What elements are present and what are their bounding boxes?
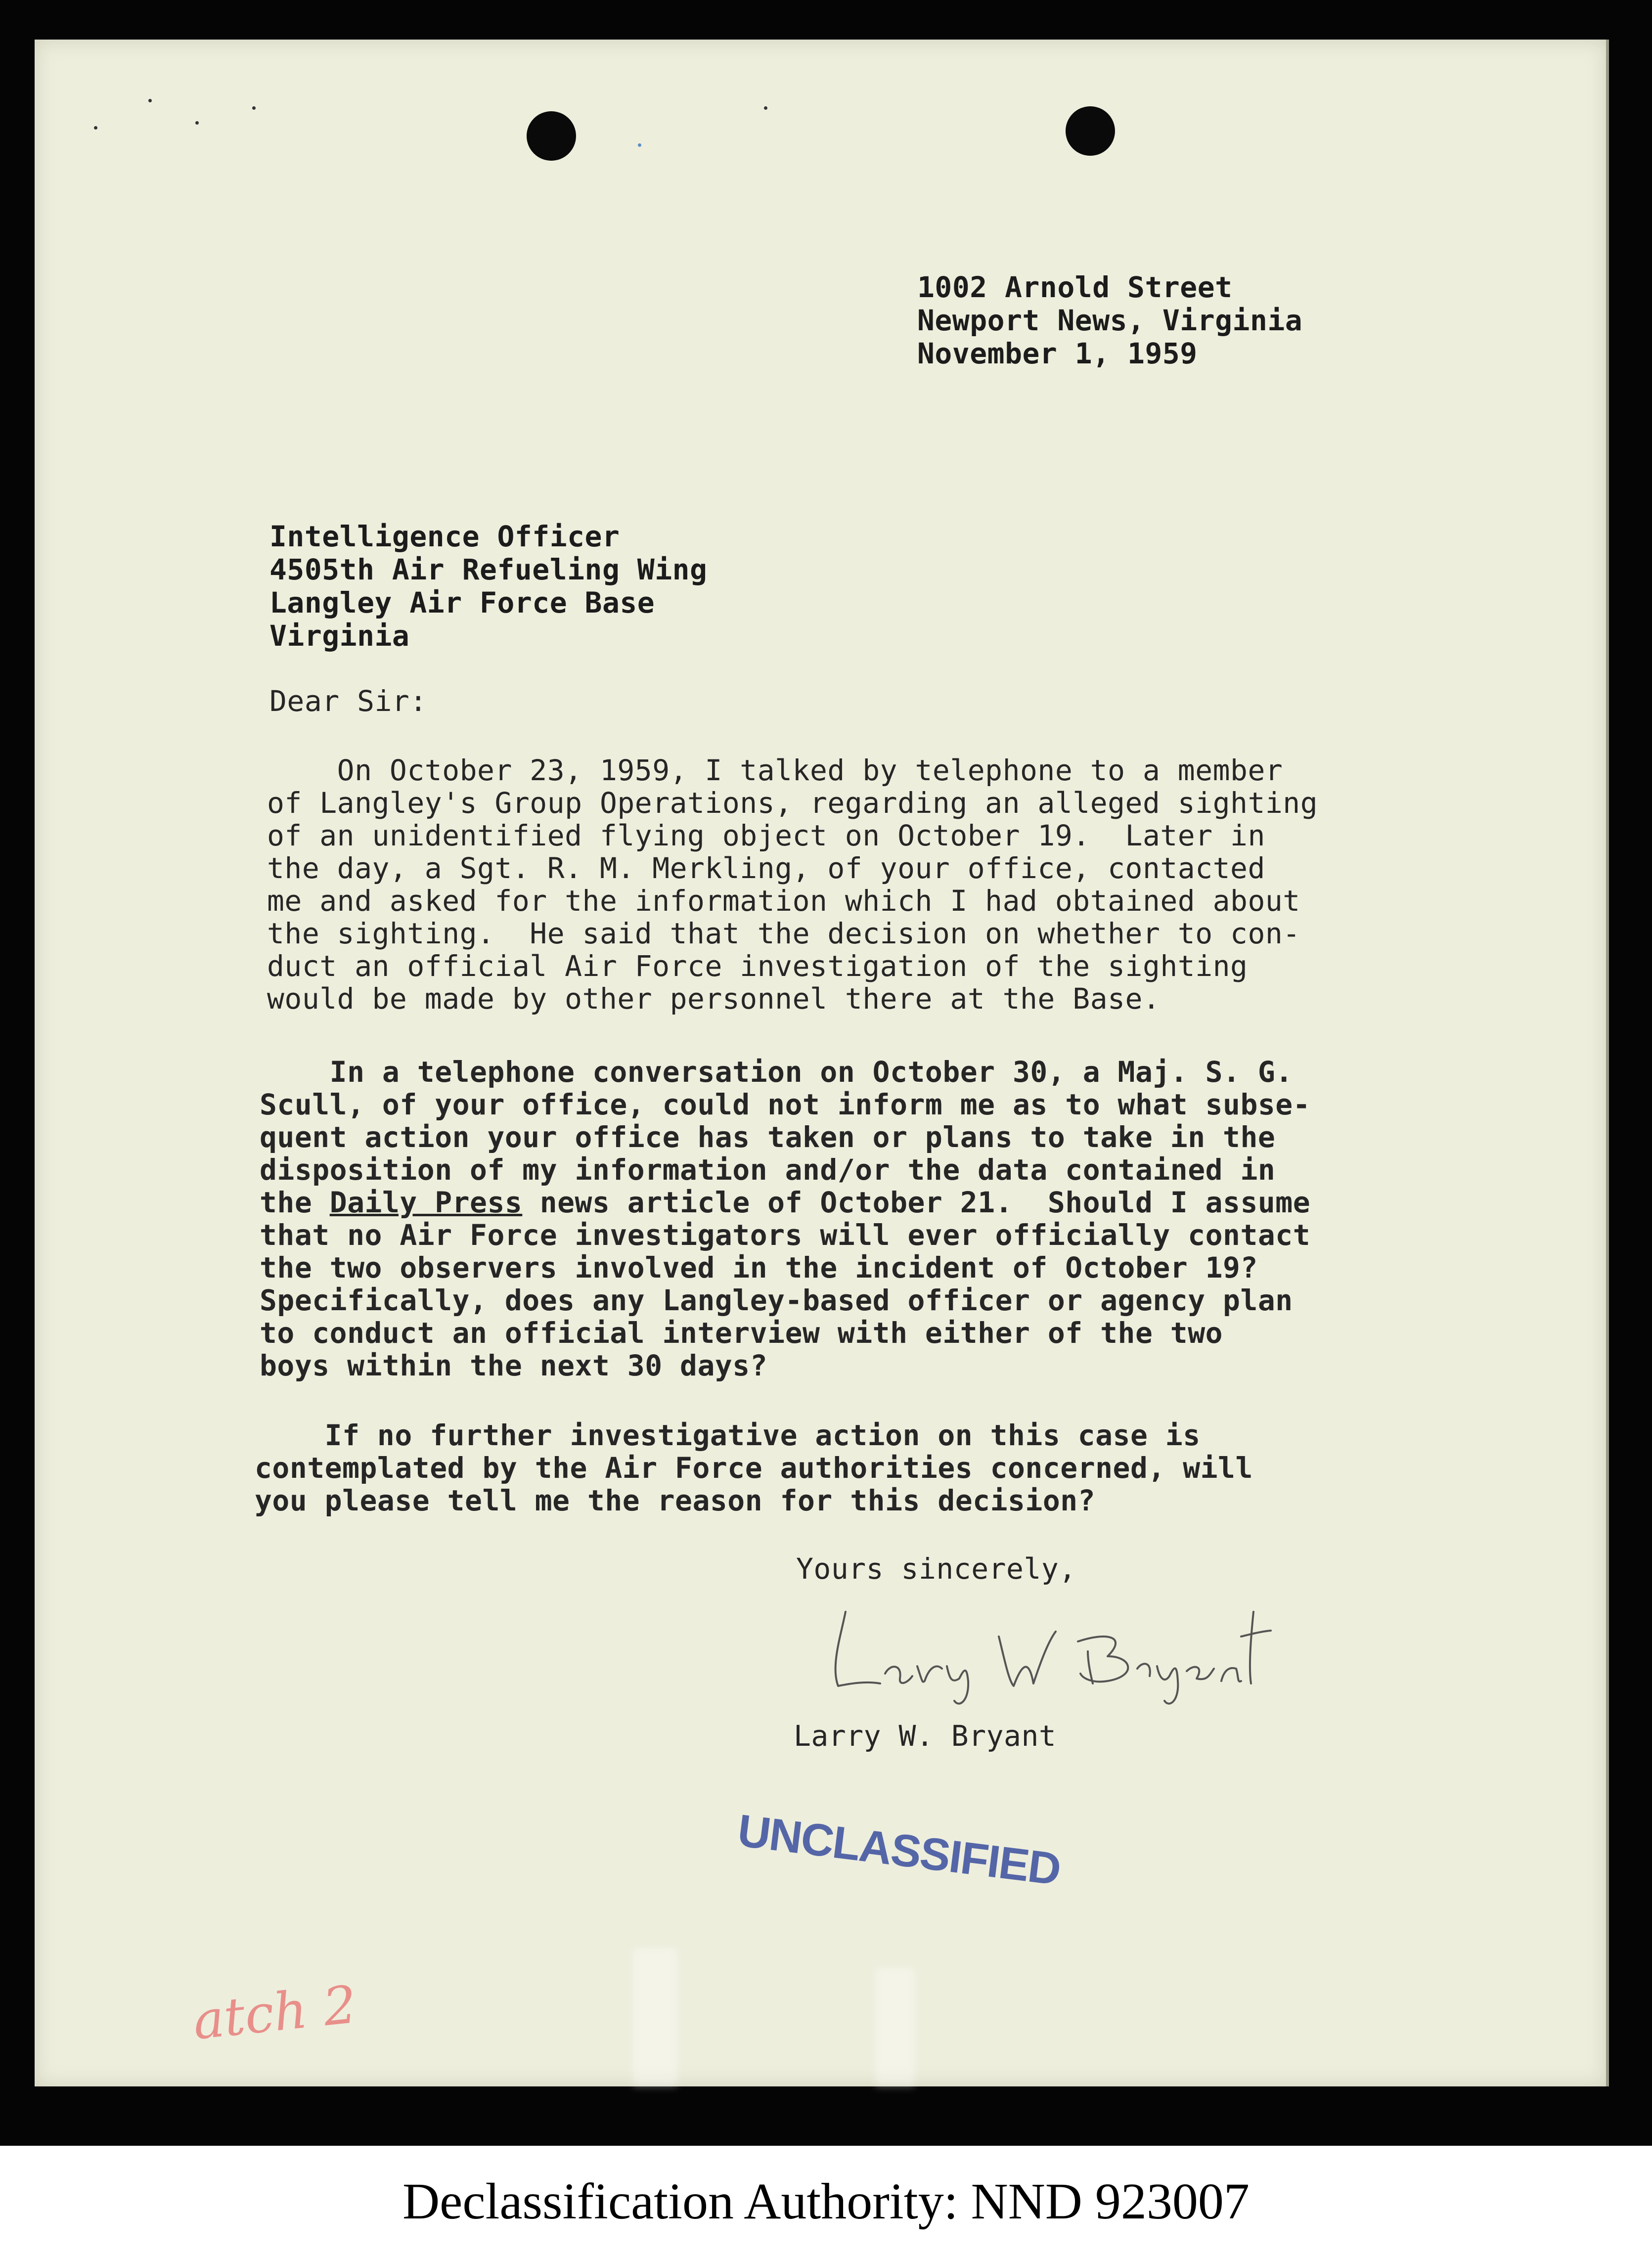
paragraph-line: the two observers involved in the incident of October 19? bbox=[260, 1251, 1258, 1284]
recipient-line-1: Intelligence Officer bbox=[269, 520, 620, 553]
handwritten-signature bbox=[811, 1582, 1286, 1711]
paragraph-line: If no further investigative action on this case is bbox=[255, 1418, 1201, 1452]
newspaper-title: Daily Press bbox=[329, 1186, 523, 1219]
punch-hole-right bbox=[1066, 106, 1115, 156]
paragraph-line: of Langley's Group Operations, regarding an alleged sighting bbox=[267, 786, 1318, 820]
paragraph-line: of an unidentified flying object on October 19. Later in bbox=[267, 819, 1265, 852]
paragraph-line: contemplated by the Air Force authorities concerned, will bbox=[255, 1451, 1253, 1485]
sender-street: 1002 Arnold Street bbox=[917, 270, 1233, 304]
paragraph-2 bbox=[260, 1056, 1310, 1382]
paragraph-line: In a telephone conversation on October 30, a Maj. S. G. bbox=[260, 1055, 1293, 1089]
recipient-line-4: Virginia bbox=[269, 619, 410, 653]
handwritten-annotation: atch 2 bbox=[190, 1974, 359, 2051]
punch-hole-left bbox=[527, 111, 576, 161]
paragraph-line: the day, a Sgt. R. M. Merkling, of your office, contacted bbox=[267, 851, 1265, 885]
closing: Yours sincerely, bbox=[796, 1552, 1076, 1586]
line-suffix: news article of October 21. Should I assume bbox=[522, 1186, 1311, 1219]
paper-speck bbox=[764, 106, 767, 110]
declassification-footer: Declassification Authority: NND 923007 bbox=[402, 2173, 1250, 2230]
paper-speck bbox=[195, 121, 199, 125]
paragraph-line: boys within the next 30 days? bbox=[260, 1349, 768, 1382]
paragraph-line: me and asked for the information which I had obtained about bbox=[267, 884, 1300, 918]
paragraph-3 bbox=[255, 1419, 1253, 1517]
letter-date: November 1, 1959 bbox=[917, 337, 1198, 370]
paper-speck bbox=[94, 126, 97, 130]
paragraph-line: disposition of my information and/or the data contained in bbox=[260, 1153, 1276, 1187]
line-prefix: the bbox=[260, 1186, 330, 1219]
paper-speck bbox=[638, 143, 641, 147]
paragraph-line: that no Air Force investigators will ever officially contact bbox=[260, 1218, 1311, 1252]
paragraph-line: you please tell me the reason for this decision? bbox=[255, 1484, 1096, 1517]
paragraph-line: to conduct an official interview with either of the two bbox=[260, 1316, 1223, 1350]
recipient-address bbox=[269, 520, 707, 653]
paragraph-line: duct an official Air Force investigation of the sighting bbox=[267, 949, 1248, 983]
salutation: Dear Sir: bbox=[269, 684, 427, 718]
paragraph-line: Scull, of your office, could not inform me as to what subse- bbox=[260, 1088, 1311, 1121]
paragraph-line: Specifically, does any Langley-based officer or agency plan bbox=[260, 1283, 1293, 1317]
paragraph-line: would be made by other personnel there at the Base. bbox=[267, 982, 1161, 1016]
paragraph-1 bbox=[267, 754, 1318, 1015]
unclassified-stamp: UNCLASSIFIED bbox=[735, 1805, 1063, 1895]
paragraph-line: the sighting. He said that the decision on whether to con- bbox=[267, 917, 1300, 950]
water-stain bbox=[875, 1968, 915, 2086]
recipient-line-2: 4505th Air Refueling Wing bbox=[269, 553, 708, 586]
paragraph-line: On October 23, 1959, I talked by telephone to a member bbox=[267, 753, 1283, 787]
water-stain bbox=[633, 1948, 677, 2086]
signer-name: Larry W. Bryant bbox=[794, 1719, 1057, 1753]
page-edge bbox=[1606, 40, 1609, 2086]
paragraph-line: quent action your office has taken or plans to take in the bbox=[260, 1120, 1276, 1154]
paper-speck bbox=[148, 99, 152, 102]
sender-city: Newport News, Virginia bbox=[917, 304, 1303, 337]
paragraph-line bbox=[260, 1186, 1310, 1219]
paper-speck bbox=[252, 106, 256, 110]
sender-address bbox=[917, 271, 1302, 370]
recipient-line-3: Langley Air Force Base bbox=[269, 586, 655, 620]
